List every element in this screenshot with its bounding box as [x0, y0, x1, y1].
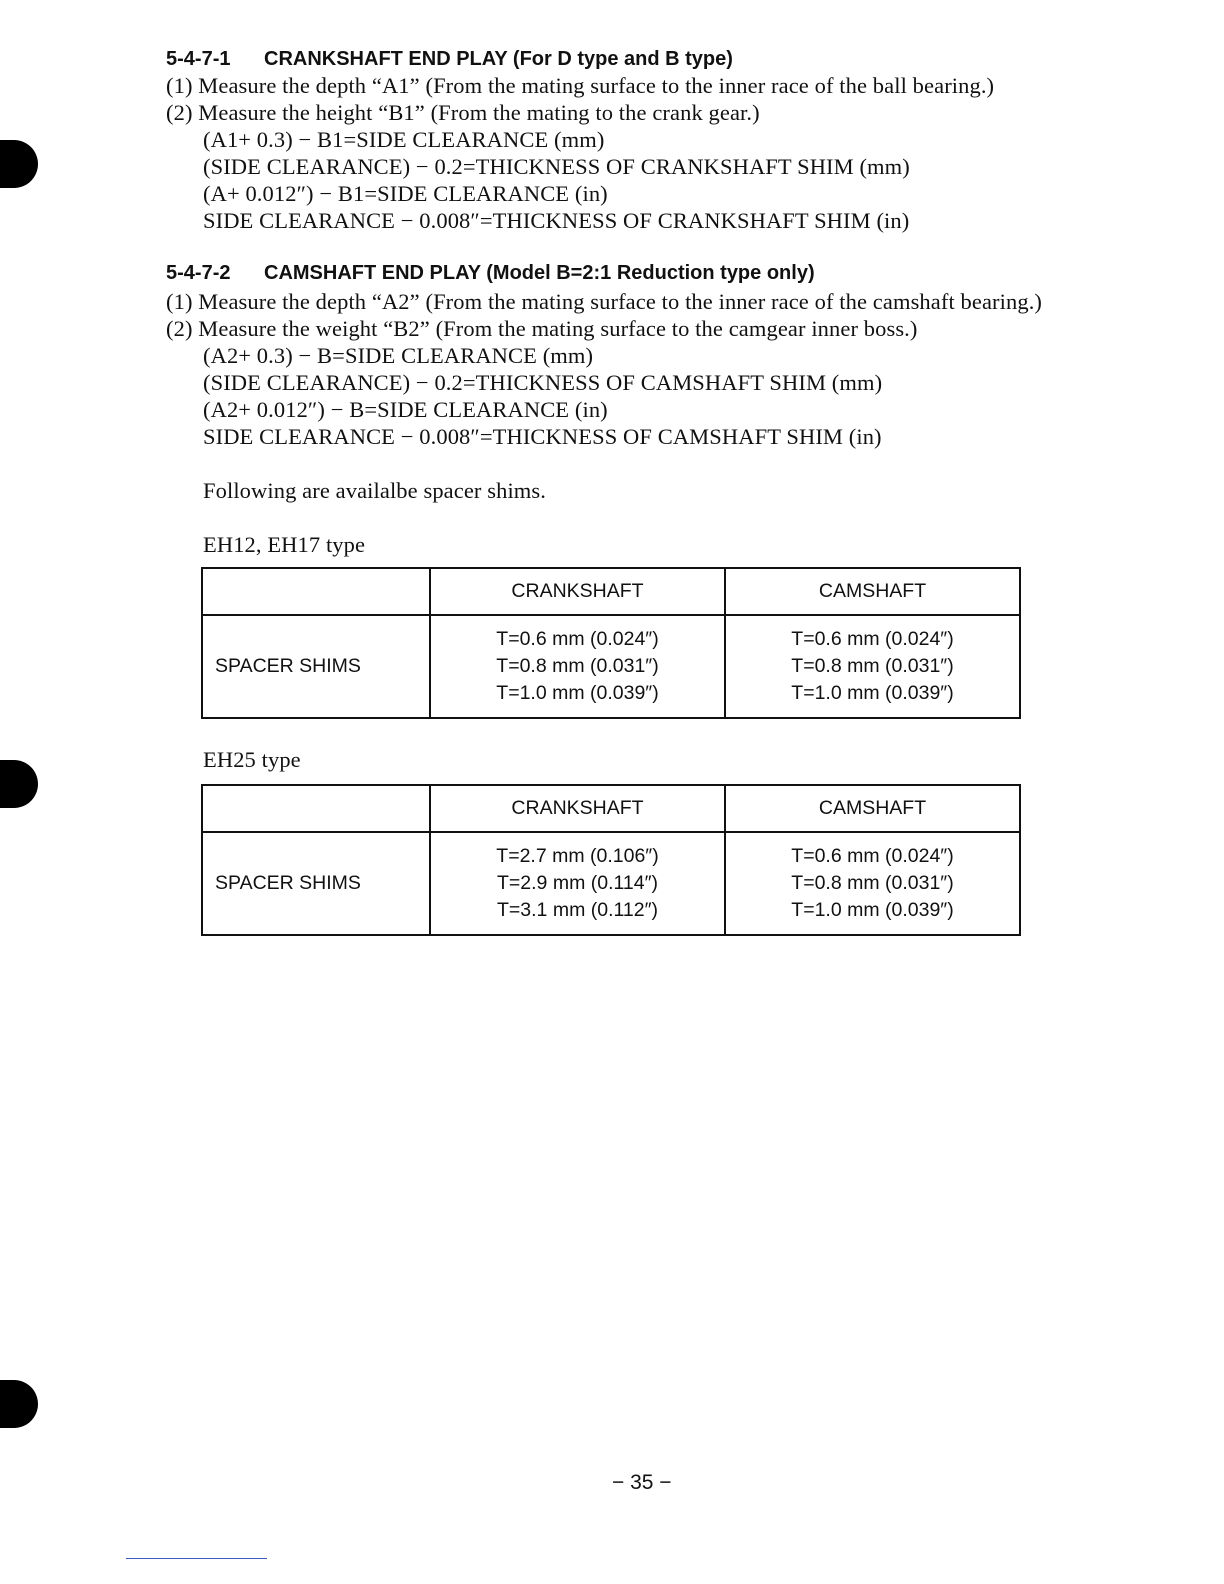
binder-hole-bottom — [0, 1380, 38, 1428]
footer-rule — [126, 1558, 267, 1559]
crankshaft-values — [430, 615, 725, 718]
crankshaft-values — [430, 832, 725, 935]
table-row — [202, 615, 1020, 718]
table1-caption: EH12, EH17 type — [203, 532, 366, 557]
table-header-row — [202, 785, 1020, 832]
section1-formula3: (A+ 0.012″) − B1=SIDE CLEARANCE (in) — [203, 181, 608, 206]
camshaft-values — [725, 615, 1020, 718]
section1-formula2: (SIDE CLEARANCE) − 0.2=THICKNESS OF CRANKSHAFT SHIM (mm) — [203, 154, 910, 179]
camshaft-values — [725, 832, 1020, 935]
camshaft-value: T=1.0 mm (0.039″) — [791, 682, 954, 704]
crankshaft-value: T=3.1 mm (0.112″) — [497, 899, 658, 921]
binder-hole-middle — [0, 760, 38, 808]
table2-caption: EH25 type — [203, 747, 301, 772]
camshaft-value: T=0.8 mm (0.031″) — [791, 655, 954, 677]
crankshaft-value: T=0.8 mm (0.031″) — [496, 655, 659, 677]
section2-step2: (2) Measure the weight “B2” (From the mating surface to the camgear inner boss.) — [166, 316, 918, 341]
section2-formula3: (A2+ 0.012″) − B=SIDE CLEARANCE (in) — [203, 397, 608, 422]
section2-formula1: (A2+ 0.3) − B=SIDE CLEARANCE (mm) — [203, 343, 594, 368]
section1-step1: (1) Measure the depth “A1” (From the mating surface to the inner race of the ball bearing.) — [166, 73, 995, 98]
intro-text: Following are availalbe spacer shims. — [203, 478, 546, 503]
section2-number: 5-4-7-2 — [166, 262, 231, 284]
row-label: SPACER SHIMS — [202, 832, 430, 935]
section2-formula4: SIDE CLEARANCE − 0.008″=THICKNESS OF CAMSHAFT SHIM (in) — [203, 424, 882, 449]
crankshaft-value: T=1.0 mm (0.039″) — [496, 682, 659, 704]
table-header-camshaft: CAMSHAFT — [725, 568, 1020, 615]
section1-formula4: SIDE CLEARANCE − 0.008″=THICKNESS OF CRANKSHAFT SHIM (in) — [203, 208, 910, 233]
section1-heading — [166, 48, 733, 71]
table-header-empty — [202, 785, 430, 832]
section1-number: 5-4-7-1 — [166, 48, 231, 70]
camshaft-value: T=0.8 mm (0.031″) — [791, 872, 954, 894]
section2-title: CAMSHAFT END PLAY (Model B=2:1 Reduction type only) — [264, 262, 815, 284]
camshaft-value: T=0.6 mm (0.024″) — [791, 628, 954, 650]
section1-formula1: (A1+ 0.3) − B1=SIDE CLEARANCE (mm) — [203, 127, 605, 152]
table-row — [202, 832, 1020, 935]
table-header-crankshaft: CRANKSHAFT — [430, 568, 725, 615]
table-header-crankshaft: CRANKSHAFT — [430, 785, 725, 832]
camshaft-value: T=0.6 mm (0.024″) — [791, 845, 954, 867]
crankshaft-value: T=0.6 mm (0.024″) — [496, 628, 659, 650]
section2-formula2: (SIDE CLEARANCE) − 0.2=THICKNESS OF CAMSHAFT SHIM (mm) — [203, 370, 883, 395]
section1-title: CRANKSHAFT END PLAY (For D type and B type) — [264, 48, 733, 70]
table-header-empty — [202, 568, 430, 615]
section2-heading — [166, 262, 815, 285]
section2-step1: (1) Measure the depth “A2” (From the mating surface to the inner race of the camshaft bearing.) — [166, 289, 1043, 314]
table-header-row — [202, 568, 1020, 615]
crankshaft-value: T=2.7 mm (0.106″) — [496, 845, 659, 867]
row-label: SPACER SHIMS — [202, 615, 430, 718]
page-number: − 35 − — [612, 1471, 672, 1494]
crankshaft-value: T=2.9 mm (0.114″) — [497, 872, 658, 894]
table1 — [201, 567, 1021, 719]
binder-hole-top — [0, 140, 38, 188]
table2 — [201, 784, 1021, 936]
table-header-camshaft: CAMSHAFT — [725, 785, 1020, 832]
section1-step2: (2) Measure the height “B1” (From the mating to the crank gear.) — [166, 100, 760, 125]
camshaft-value: T=1.0 mm (0.039″) — [791, 899, 954, 921]
